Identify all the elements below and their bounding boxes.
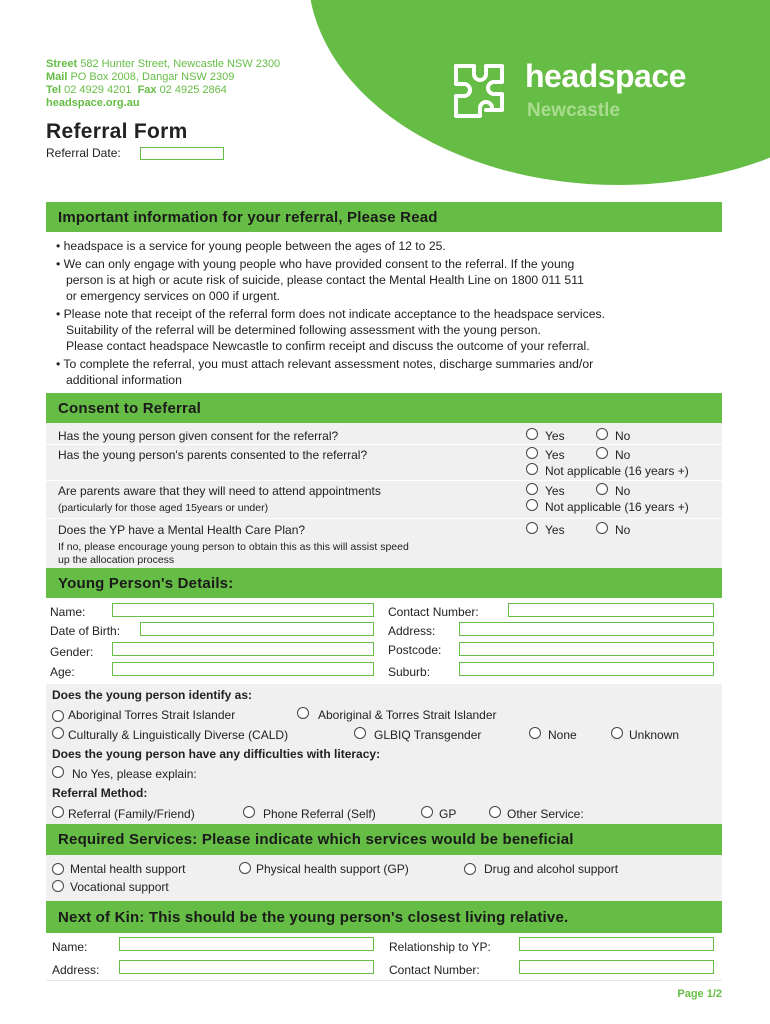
id-unknown-radio[interactable] <box>611 727 623 739</box>
q2-no-label: No <box>615 448 631 462</box>
age-label: Age: <box>50 665 75 679</box>
kin-address-input[interactable] <box>119 960 374 974</box>
method-gp-radio[interactable] <box>421 806 433 818</box>
fax-value: 02 4925 2864 <box>159 84 227 96</box>
suburb-input[interactable] <box>459 662 714 676</box>
q4-no-label: No <box>615 523 631 537</box>
q3-no-label: No <box>615 484 631 498</box>
literacy-option: No Yes, please explain: <box>72 767 197 781</box>
important-heading: Important information for your referral, Please Read <box>46 202 722 232</box>
q2-yes-label: Yes <box>545 448 565 462</box>
q4-no-radio[interactable] <box>596 522 608 534</box>
id-aboriginal-tsi-radio[interactable] <box>297 707 309 719</box>
row-divider <box>46 444 722 445</box>
id-none-label: None <box>548 728 577 742</box>
kin-contact-label: Contact Number: <box>389 963 480 977</box>
kin-heading: Next of Kin: This should be the young person's closest living relative. <box>46 901 722 933</box>
id-atsi-radio[interactable] <box>52 710 64 722</box>
referral-date-label: Referral Date: <box>46 146 121 160</box>
id-glbiq-label: GLBIQ Transgender <box>374 728 482 742</box>
id-glbiq-radio[interactable] <box>354 727 366 739</box>
id-unknown-label: Unknown <box>629 728 680 742</box>
id-atsi-label: Aboriginal Torres Strait Islander <box>68 708 236 722</box>
q3-no-radio[interactable] <box>596 483 608 495</box>
method-gp-label: GP <box>439 807 457 821</box>
service-drug-label: Drug and alcohol support <box>484 862 619 876</box>
address-input[interactable] <box>459 622 714 636</box>
q4-yes-label: Yes <box>545 523 565 537</box>
postcode-input[interactable] <box>459 642 714 656</box>
consent-q4: Does the YP have a Mental Health Care Plan? <box>58 523 306 537</box>
consent-q1: Has the young person given consent for the referral? <box>58 429 339 443</box>
service-drug-radio[interactable] <box>464 863 476 875</box>
id-aboriginal-tsi-label: Aboriginal & Torres Strait Islander <box>318 708 497 722</box>
q3-na-radio[interactable] <box>526 499 538 511</box>
q2-no-radio[interactable] <box>596 447 608 459</box>
form-bottom-rule <box>46 980 722 981</box>
kin-address-label: Address: <box>52 963 100 977</box>
q3-yes-label: Yes <box>545 484 565 498</box>
mail-value: PO Box 2008, Dangar NSW 2309 <box>70 71 235 83</box>
q1-no-radio[interactable] <box>596 428 608 440</box>
kin-name-input[interactable] <box>119 937 374 951</box>
q3-na-label: Not applicable (16 years +) <box>545 500 689 514</box>
q2-yes-radio[interactable] <box>526 447 538 459</box>
important-bullets <box>56 238 716 390</box>
literacy-radio[interactable] <box>52 766 64 778</box>
q1-yes-label: Yes <box>545 429 565 443</box>
method-phone-label: Phone Referral (Self) <box>263 807 376 821</box>
gender-input[interactable] <box>112 642 374 656</box>
kin-name-label: Name: <box>52 940 88 954</box>
q1-no-label: No <box>615 429 631 443</box>
logo-location: Newcastle <box>527 100 620 121</box>
page-number: Page 1/2 <box>677 988 722 1000</box>
q3-yes-radio[interactable] <box>526 483 538 495</box>
literacy-question: Does the young person have any difficulties with literacy: <box>52 747 381 761</box>
service-mental-radio[interactable] <box>52 863 64 875</box>
consent-heading: Consent to Referral <box>46 393 722 423</box>
details-heading: Young Person's Details: <box>46 568 722 598</box>
gender-label: Gender: <box>50 645 94 659</box>
row-divider <box>46 480 722 481</box>
referral-date-input[interactable] <box>140 147 224 160</box>
address-label: Address: <box>388 624 436 638</box>
name-input[interactable] <box>112 603 374 617</box>
dob-input[interactable] <box>140 622 374 636</box>
website-link[interactable]: headspace.org.au <box>46 97 140 109</box>
name-label: Name: <box>50 605 86 619</box>
consent-q2: Has the young person's parents consented to the referral? <box>58 448 368 462</box>
logo-wordmark: headspace <box>525 58 686 94</box>
services-heading: Required Services: Please indicate which services would be beneficial <box>46 824 722 855</box>
service-vocational-radio[interactable] <box>52 880 64 892</box>
kin-relationship-label: Relationship to YP: <box>389 940 491 954</box>
consent-q4-note-1: If no, please encourage young person to obtain this as this will assist speed <box>58 541 409 553</box>
page-title: Referral Form <box>46 120 188 143</box>
method-question: Referral Method: <box>52 786 148 800</box>
consent-q3: Are parents aware that they will need to attend appointments <box>58 484 381 498</box>
method-phone-radio[interactable] <box>243 806 255 818</box>
consent-q4-note-2: up the allocation process <box>58 554 175 566</box>
identify-question: Does the young person identify as: <box>52 688 253 702</box>
q1-yes-radio[interactable] <box>526 428 538 440</box>
row-divider <box>46 518 722 519</box>
service-physical-radio[interactable] <box>239 862 251 874</box>
kin-contact-input[interactable] <box>519 960 714 974</box>
age-input[interactable] <box>112 662 374 676</box>
street-value: 582 Hunter Street, Newcastle NSW 2300 <box>80 58 281 70</box>
tel-value: 02 4929 4201 <box>64 84 132 96</box>
q2-na-label: Not applicable (16 years +) <box>545 464 689 478</box>
id-cald-label: Culturally & Linguistically Diverse (CALD) <box>68 728 289 742</box>
mail-label: Mail <box>46 71 68 83</box>
postcode-label: Postcode: <box>388 643 442 657</box>
method-family-radio[interactable] <box>52 806 64 818</box>
headspace-logo-icon <box>448 58 518 124</box>
consent-q3-note: (particularly for those aged 15years or under) <box>58 502 269 514</box>
service-physical-label: Physical health support (GP) <box>256 862 409 876</box>
suburb-label: Suburb: <box>388 665 431 679</box>
service-mental-label: Mental health support <box>70 862 186 876</box>
method-family-label: Referral (Family/Friend) <box>68 807 195 821</box>
tel-label: Tel <box>46 84 62 96</box>
method-other-radio[interactable] <box>489 806 501 818</box>
id-none-radio[interactable] <box>529 727 541 739</box>
q4-yes-radio[interactable] <box>526 522 538 534</box>
bullet-item: • Please note that receipt of the referral form does not indicate acceptance to the headspace services. Suitability of the referral will be determined following assessment with the young person. Please contact headspace Newcastle to confirm receipt and discuss the outcome of your referral. <box>56 307 605 353</box>
method-other-label: Other Service: <box>507 807 584 821</box>
id-cald-radio[interactable] <box>52 727 64 739</box>
contact-input[interactable] <box>508 603 714 617</box>
bullet-item: • To complete the referral, you must attach relevant assessment notes, discharge summaries and/or additional information <box>56 357 594 387</box>
kin-relationship-input[interactable] <box>519 937 714 951</box>
bullet-item: • We can only engage with young people who have provided consent to the referral. If the young person is at high or acute risk of suicide, please contact the Mental Health Line on 1800 011 511 or emergency services on 000 if urgent. <box>56 257 584 303</box>
service-vocational-label: Vocational support <box>70 880 169 894</box>
contact-block <box>46 58 280 110</box>
bullet-item: • headspace is a service for young people between the ages of 12 to 25. <box>56 239 446 253</box>
q2-na-radio[interactable] <box>526 463 538 475</box>
dob-label: Date of Birth: <box>50 624 121 638</box>
contact-label: Contact Number: <box>388 605 479 619</box>
street-label: Street <box>46 58 78 70</box>
fax-label: Fax <box>137 84 157 96</box>
